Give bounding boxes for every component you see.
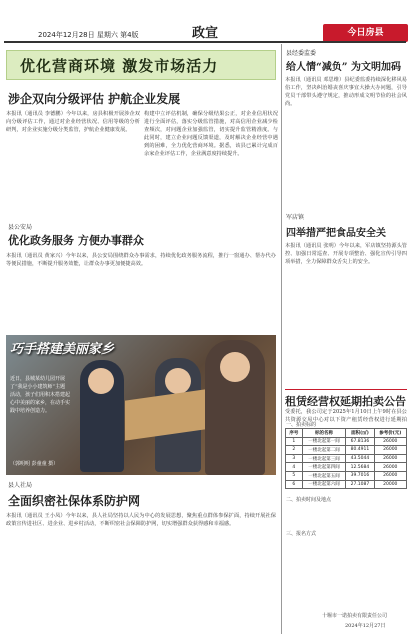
- cell: 26000: [374, 471, 406, 480]
- article2-kicker: 县公安局: [8, 224, 33, 231]
- cell: 一楼北起第三间: [302, 454, 346, 463]
- column-header: 参考价(元): [374, 429, 406, 438]
- cell: 26000: [374, 463, 406, 472]
- article4-kicker: 县经委监委: [286, 50, 317, 57]
- article3-body: 本报讯（通讯员 王小凤）今年以来，县人社局坚持以人民为中心的发展思想，聚焦重点群体参保扩面，持续开展社保政策宣传进社区、进企业、进乡村活动，不断织密社会保障防护网，切实增强群众获得感和幸福感。: [6, 513, 276, 527]
- issue-date: 2024年12月28日 星期六 第4版: [38, 31, 139, 39]
- cell: 一楼北起第一间: [302, 437, 346, 446]
- cell: 26000: [374, 454, 406, 463]
- column-divider: [281, 44, 282, 634]
- column-header: 序号: [286, 429, 303, 438]
- cell: 5: [286, 471, 303, 480]
- notice-section3: 三、报名方式: [286, 531, 317, 537]
- column-header: 面积(㎡): [346, 429, 374, 438]
- child-face: [220, 352, 250, 382]
- table-row: [286, 471, 407, 480]
- section-title: 政宣: [192, 26, 219, 41]
- article5-body: 本报讯（通讯员 张明）今年以来，军店镇坚持源头管控、加强日常巡查、开展专项整治、强化宣传引导四项举措，全力保障群众舌尖上的安全。: [285, 243, 407, 265]
- cell: 67.8136: [346, 437, 374, 446]
- cell: 2: [286, 446, 303, 455]
- article1-title: 涉企双向分级评估 护航企业发展: [8, 92, 181, 106]
- table-row: [286, 480, 407, 489]
- article5-kicker: 军店镇: [286, 214, 305, 221]
- photo-caption: 近日，县城某幼儿园开展了“我是小小建筑师”主题活动，孩子们用积木搭建起心中美丽的家乡，在动手实践中培养创造力。: [10, 376, 71, 414]
- cell: 27.1087: [346, 480, 374, 489]
- article1-body: 构建中立评估机制，确保分级结果公正，对企业信用状况进行全面评估，落实分级监管措施，对高信用企业减少检查频次，对问题企业加强监管，切实提升监管精准度。与此同时，建立企业问题反馈渠道，及时解决企业经营中遇到的困难，全力优化营商环境。据悉，该县已累计完成百余家企业评估工作，企业满意度持续提升。: [144, 111, 278, 157]
- article4-body: 本报讯（通讯员 邓思维）县纪委监委持续深化移风易俗工作，坚决纠治婚丧喜庆事宜大操大办问题，引导党员干部带头遵守规定，推动形成文明节俭的社会风尚。: [285, 77, 407, 107]
- cell: 4: [286, 463, 303, 472]
- notice-intro: 受委托，我公司定于2025年1月10日上午9时在县公共资源交易中心对以下资产租赁经营权进行延期拍: [285, 409, 407, 423]
- newspaper-logo: 今日房县: [323, 24, 408, 42]
- cell: 80.4911: [346, 446, 374, 455]
- notice-section1: 一、拍卖标的: [286, 422, 317, 428]
- article2-title: 优化政务服务 方便办事群众: [8, 234, 144, 247]
- child-face: [165, 368, 191, 394]
- cell: 一楼北起第四间: [302, 463, 346, 472]
- child-face: [88, 368, 114, 394]
- article4-title: 给人情“减负” 为文明加码: [286, 62, 401, 73]
- article3-title: 全面织密社保体系防护网: [8, 494, 141, 508]
- cell: 一楼北起第六间: [302, 480, 346, 489]
- cell: 26000: [374, 446, 406, 455]
- article2-body: 本报讯（通讯员 黄家兴）今年以来，县公安局围绕群众办事需求，持续优化政务服务流程，推行一窗通办、帮办代办等便民措施，不断提升服务效能，让群众办事更加便捷高效。: [6, 253, 276, 267]
- column-header: 标的名称: [302, 429, 346, 438]
- cell: 39.7016: [346, 471, 374, 480]
- article5-title: 四举措严把食品安全关: [286, 228, 386, 239]
- cell: 一楼北起第二间: [302, 446, 346, 455]
- auction-table: [285, 428, 407, 489]
- cell: 12.5684: [346, 463, 374, 472]
- cell: 43.5044: [346, 454, 374, 463]
- table-row: [286, 454, 407, 463]
- notice-date: 2024年12月27日: [345, 623, 386, 629]
- cell: 1: [286, 437, 303, 446]
- table-row: [286, 463, 407, 472]
- cell: 26000: [374, 437, 406, 446]
- table-header-row: [286, 429, 407, 438]
- masthead-rule: [4, 41, 406, 43]
- notice-title: 租赁经营权延期拍卖公告: [285, 395, 406, 408]
- photo-credit: （郭明明 彭童童 摄）: [10, 461, 59, 467]
- cell: 一楼北起第五间: [302, 471, 346, 480]
- notice-rule: [285, 389, 407, 390]
- banner-title: 优化营商环境 激发市场活力: [20, 57, 219, 75]
- notice-company: 十堰市一诺拍卖有限责任公司: [322, 613, 388, 619]
- table-row: [286, 446, 407, 455]
- notice-section2: 二、拍卖时间及地点: [286, 497, 332, 503]
- cell: 6: [286, 480, 303, 489]
- photo-title: 巧手搭建美丽家乡: [10, 342, 115, 357]
- article1-lead: 本报讯（通讯员 李德鹏）今年以来，房县积极开展涉企双向分级评估工作，通过对企业经营状况、信用等级的分析研判，对企业实施分级分类监管，护航企业健康发展。: [6, 111, 140, 133]
- cell: 20000: [374, 480, 406, 489]
- cell: 3: [286, 454, 303, 463]
- table-row: [286, 437, 407, 446]
- article3-kicker: 县人社局: [8, 482, 33, 489]
